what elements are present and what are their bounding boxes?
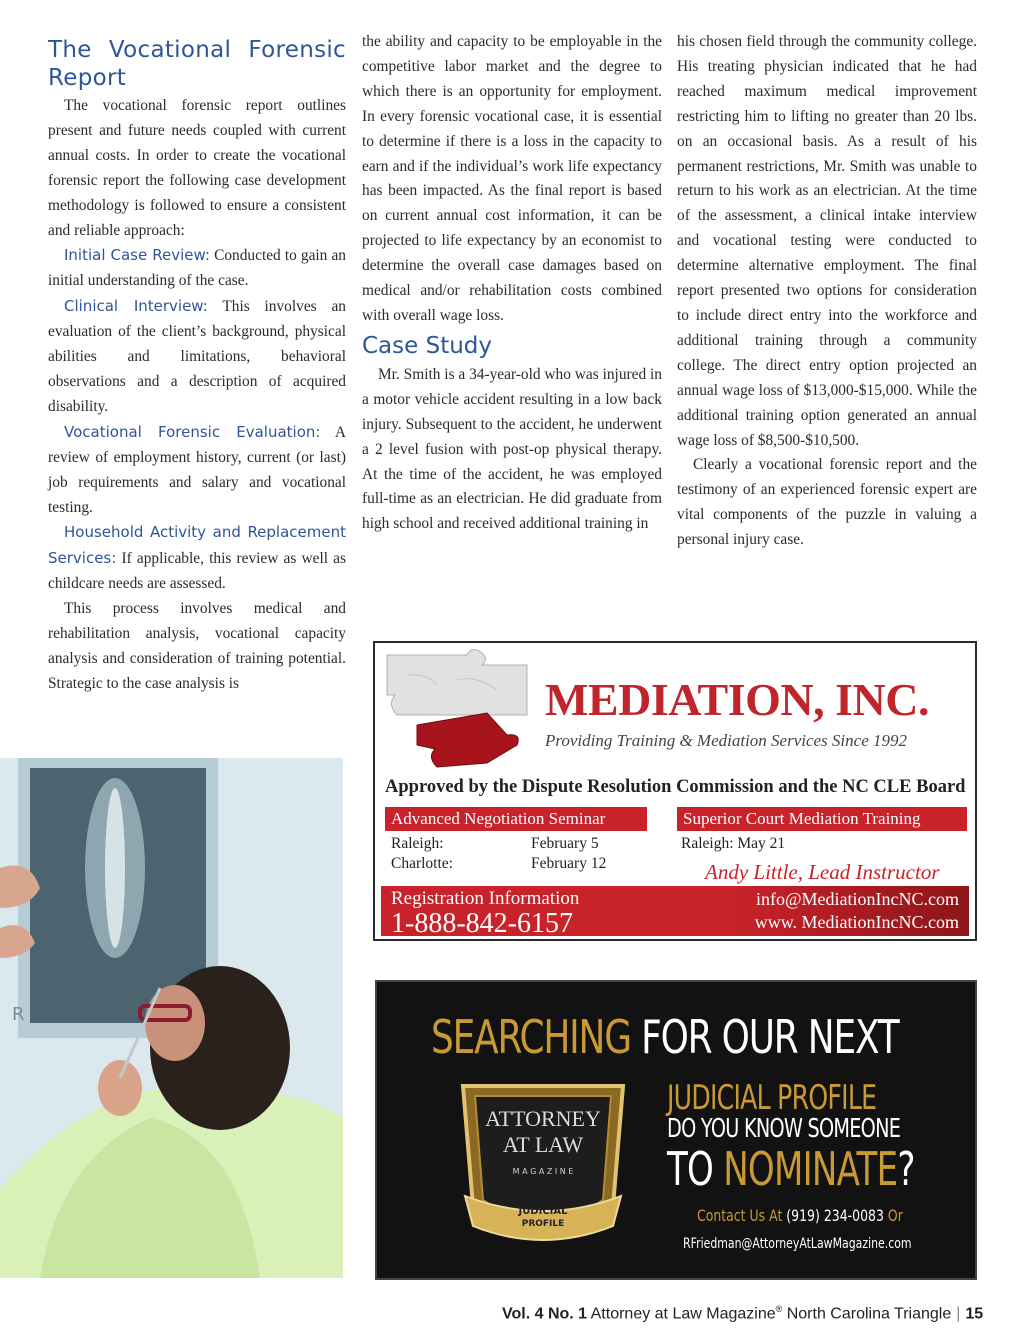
judicial-profile-text: JUDICIAL PROFILE [667,1078,877,1118]
headline [431,1010,898,1064]
case-study-paragraph: Mr. Smith is a 34-year-old who was injured in a motor vehicle accident resulting in a low back injury. Subsequent to the accident, he underwent a 2 level fusion with post-op physical therapy. At the time of the accident, he was employed full-time as an electrician. He did graduate from high school and received additional training in [362,365,662,533]
nominate-to: TO [667,1142,724,1196]
headline-rest: FOR OUR NEXT [630,1010,899,1064]
page-number: 15 [965,1305,984,1323]
svg-text:R: R [12,1004,25,1025]
website-link[interactable]: www. MediationIncNC.com [754,912,959,932]
contact-email[interactable]: RFriedman@AttorneyAtLawMagazine.com [683,1236,912,1252]
brand-name: MEDIATION, INC. [545,674,929,725]
contact-pre: Contact Us At [697,1206,787,1225]
item-label: Household Activity and Replacement Services: [48,523,346,568]
training-label: Superior Court Mediation Training [677,807,967,831]
headline-searching: SEARCHING [431,1010,631,1064]
nominate-word: NOMINATE [723,1142,898,1196]
closing-paragraph: This process involves medical and rehabilitation analysis, vocational capacity analysis and consideration of training potential. Strategic to the case analysis is [48,600,346,692]
item-label: Clinical Interview: [64,297,208,316]
approval-line: Approved by the Dispute Resolution Commission and the NC CLE Board [385,777,966,797]
column-2 [362,30,662,537]
nominate-qmark: ? [897,1142,915,1196]
know-someone-text: DO YOU KNOW SOMEONE [667,1114,901,1144]
section-title: The Vocational Forensic Report [48,37,346,91]
continued-paragraph: the ability and capacity to be employable in the competitive labor market and the degree to which there is an opportunity for employment. In every forensic vocational case, it is essential to determine if there is a loss in the capacity to earn and if the individual’s work life expectancy has been impacted. As the final report is based on current annual cost information, it can be projected to life expectancy by an economist to determine the overall case damages based on medical and/or rehabilitation costs combined with overall wage loss. [362,33,662,324]
badge-ribbon2: PROFILE [521,1219,565,1229]
item-text: This involves an evaluation of the client’s background, physical abilities and limitations, behavioral observations and a description of acquired disability. [48,298,347,415]
lead-instructor: Andy Little, Lead Instructor [705,860,940,884]
continued-paragraph: his chosen field through the community college. His treating physician indicated that he had reached maximum medical improvement restricting him to lifting no greater than 20 lbs. on an occasional basis. As a result of his permanent restrictions, Mr. Smith was unable to return to his work as an electrician. At the time of the assessment, a clinical intake interview and vocational testing were conducted to determine alternative employment. The final report presented two options for consideration to include direct entry into the workforce and additional training through a community college. The direct entry option projected an annual wage loss of $13,000-$15,000. While the additional training option generated an annual wage loss of $8,500-$10,500. [677,33,977,449]
badge-magazine: M A G A Z I N E [512,1167,574,1176]
case-study-heading: Case Study [362,332,493,359]
item-clinical-interview [48,294,346,420]
contact-phone[interactable]: (919) 234-0083 [786,1206,884,1225]
puzzle-pieces-icon [377,645,543,771]
badge-ribbon1: JUDICIAL [518,1206,568,1217]
registered-mark: ® [775,1304,783,1314]
email-link[interactable]: info@MediationIncNC.com [755,889,959,909]
contact-or: Or [883,1206,903,1225]
raleigh-label: Raleigh: [391,835,444,852]
item-label: Vocational Forensic Evaluation: [64,422,321,441]
column-3 [677,30,977,553]
contact-line [697,1206,903,1225]
item-vocational-evaluation [48,420,346,521]
magazine-name: Attorney at Law Magazine [587,1305,776,1323]
item-household-activity [48,520,346,597]
registration-bar [381,886,969,939]
item-text: If applicable, this review as well as childcare needs are assessed. [48,550,346,593]
conclusion-paragraph: Clearly a vocational forensic report and the testimony of an experienced forensic expert are vital components of the puzzle in valuing a personal injury case. [677,456,977,549]
badge-line2: AT LAW [502,1132,584,1157]
item-initial-review [48,243,346,294]
seminar-label: Advanced Negotiation Seminar [385,807,647,831]
tagline: Providing Training & Mediation Services Since 1992 [545,731,907,750]
doctor-xray-photo [0,758,343,1278]
charlotte-date: February 12 [531,855,607,872]
region: North Carolina Triangle [782,1305,952,1323]
raleigh-training-date: Raleigh: May 21 [681,835,786,852]
judicial-profile-ad[interactable] [375,980,977,1280]
magazine-badge-icon [443,1066,643,1266]
separator: | [956,1305,961,1323]
photo-illustration [0,758,343,1278]
item-text: A review of employment history, current (or last) job requirements and salary and vocational testing. [48,423,346,516]
volume: Vol. 4 No. 1 [502,1305,588,1323]
item-text: Conducted to gain an initial understanding of the case. [48,247,346,290]
page-footer [502,1304,983,1323]
nominate-line [667,1142,915,1196]
registration-label: Registration Information [391,888,580,909]
charlotte-label: Charlotte: [391,855,453,872]
item-label: Initial Case Review: [64,246,210,265]
column-1 [48,30,346,697]
intro-paragraph: The vocational forensic report outlines present and future needs coupled with current annual costs. In order to create the vocational forensic report the following case development methodology is followed to ensure a consistent and reliable approach: [48,97,346,239]
badge-line1: ATTORNEY [485,1106,601,1131]
phone-number[interactable]: 1-888-842-6157 [391,908,573,939]
mediation-inc-ad[interactable] [373,641,977,941]
raleigh-date: February 5 [531,835,599,852]
